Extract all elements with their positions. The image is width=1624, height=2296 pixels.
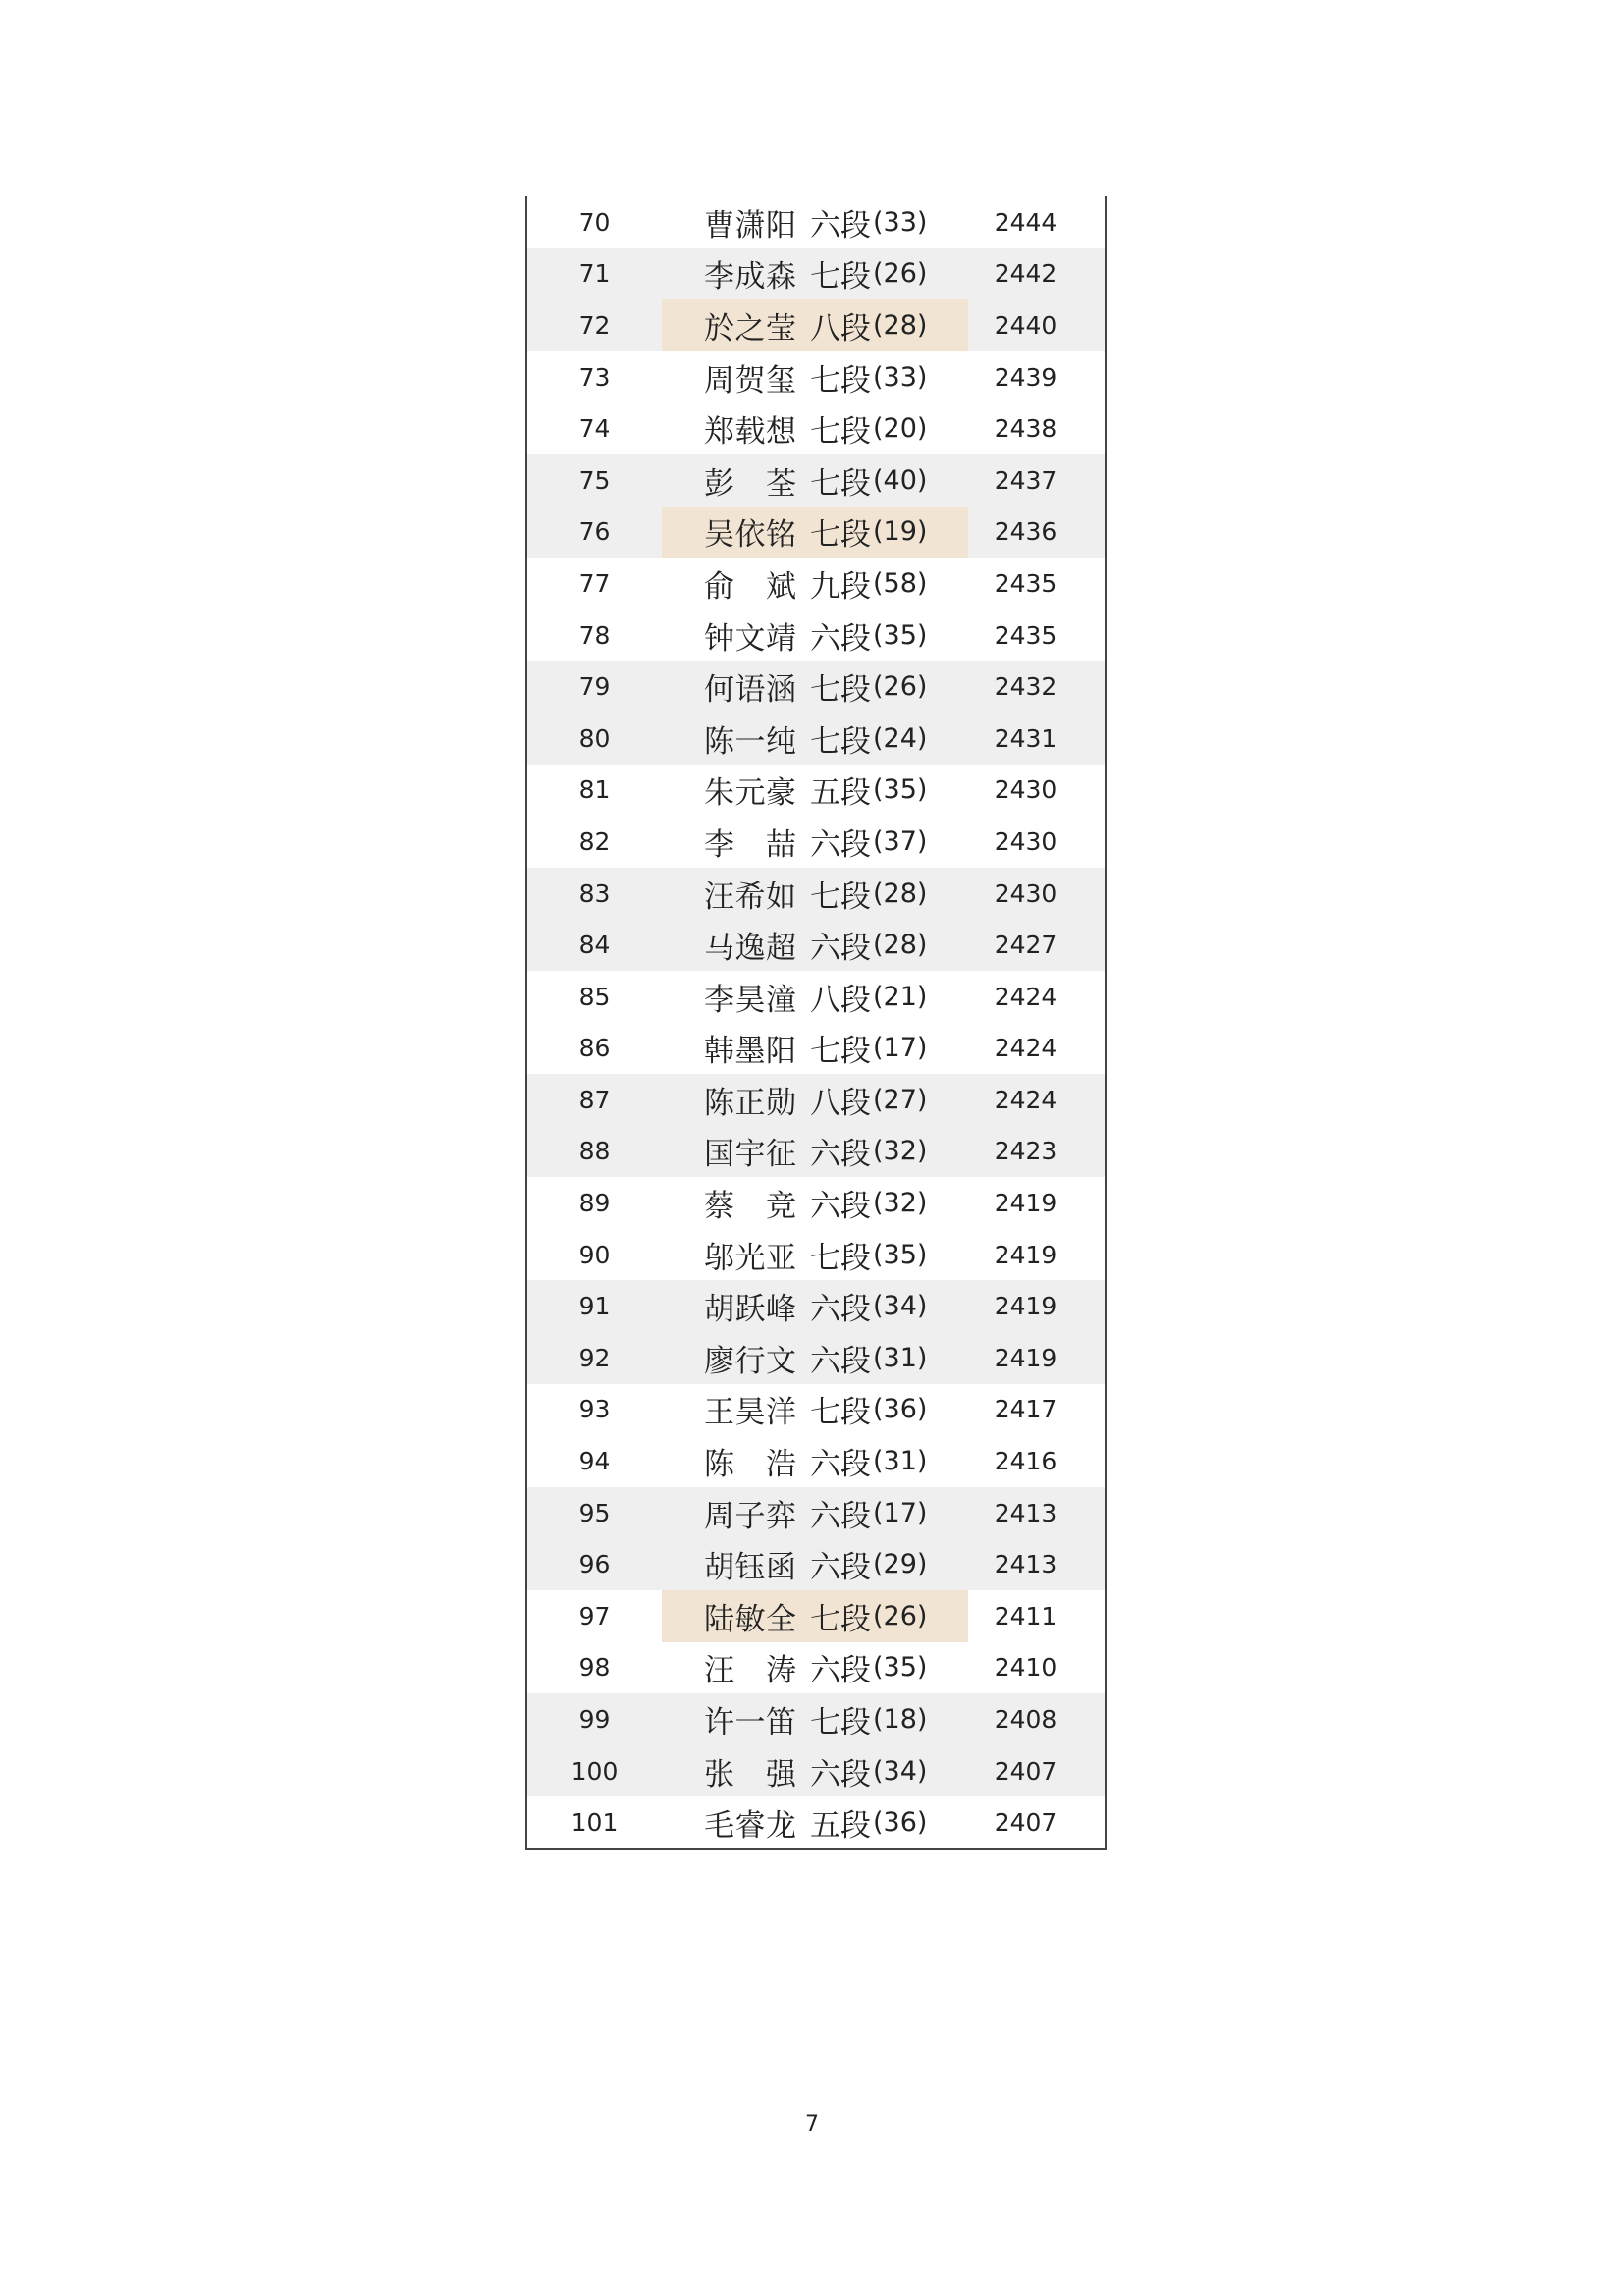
player-name-char: 文: [734, 620, 766, 657]
player-name-char: 文: [766, 1343, 796, 1379]
player-name-char: 昊: [734, 1395, 766, 1431]
player-name-char: 胡: [704, 1550, 734, 1586]
player-name-char: 勋: [766, 1085, 796, 1121]
player-age: (32): [873, 1188, 928, 1219]
player-name-char: 许: [704, 1705, 734, 1741]
rank-cell: 95: [578, 1498, 611, 1527]
player-age: (17): [873, 1497, 928, 1528]
table-row: [527, 1590, 1105, 1642]
rating-cell: 2424: [994, 982, 1057, 1011]
rating-cell: 2419: [994, 1240, 1057, 1269]
player-name: [704, 820, 796, 864]
rating-cell: 2439: [994, 362, 1057, 392]
table-row: [527, 558, 1105, 610]
dan-rank: 六段: [810, 207, 871, 243]
player-age: (27): [873, 1084, 928, 1115]
dan-rank: 九段: [810, 568, 871, 605]
player-age: (24): [873, 722, 928, 754]
table-row: [527, 1487, 1105, 1539]
rank-cell: 90: [578, 1240, 611, 1269]
player-name-char: 靖: [766, 620, 796, 657]
dan-rank: 六段: [810, 1292, 871, 1328]
dan-rank: 七段: [810, 1240, 871, 1276]
player-name: [704, 872, 796, 916]
rank-cell: 78: [578, 620, 611, 650]
player-name: [704, 251, 796, 295]
rating-cell: 2430: [994, 827, 1057, 856]
player-name-char: 国: [704, 1137, 734, 1173]
player-name-char: 浩: [766, 1447, 796, 1483]
rank-cell: 76: [578, 517, 611, 547]
player-name-char: 如: [766, 879, 796, 915]
table-row: [527, 454, 1105, 507]
player-name-char: 李: [704, 259, 734, 295]
player-age: (21): [873, 981, 928, 1012]
player-name-char: 钟: [704, 620, 734, 657]
player-name-char: 涛: [766, 1653, 796, 1689]
player-name: [704, 1284, 796, 1328]
player-name-char: 陈: [704, 1085, 734, 1121]
table-row: [527, 351, 1105, 403]
player-name-char: 笛: [766, 1705, 796, 1741]
rank-cell: 92: [578, 1343, 611, 1372]
player-age: (35): [873, 1652, 928, 1683]
player-name-char: 纯: [766, 723, 796, 760]
player-name: [704, 406, 796, 451]
player-name-char: 潇: [734, 207, 766, 243]
player-age: (34): [873, 1291, 928, 1322]
player-name: [704, 1387, 796, 1431]
player-name: [704, 1026, 796, 1070]
player-age: (26): [873, 258, 928, 290]
rank-cell: 101: [570, 1808, 619, 1838]
player-age: (28): [873, 930, 928, 961]
player-name-char: 韩: [704, 1034, 734, 1070]
rank-cell: 84: [578, 931, 611, 960]
player-name-char: 陈: [704, 723, 734, 760]
player-name-char: 毛: [704, 1808, 734, 1844]
dan-rank: 七段: [810, 723, 871, 760]
rating-cell: 2424: [994, 1034, 1057, 1063]
player-age: (36): [873, 1394, 928, 1425]
player-age: (37): [873, 826, 928, 857]
player-name-char: 之: [734, 310, 766, 347]
rank-cell: 70: [578, 207, 611, 237]
player-name-char: 李: [704, 982, 734, 1018]
player-name-char: 马: [704, 931, 734, 967]
dan-rank: 六段: [810, 1447, 871, 1483]
table-row: [527, 610, 1105, 662]
table-row: [527, 661, 1105, 713]
rank-cell: 82: [578, 827, 611, 856]
rank-cell: 86: [578, 1034, 611, 1063]
rating-cell: 2427: [994, 931, 1057, 960]
player-name-char: 敏: [734, 1601, 766, 1637]
player-name-char: 元: [734, 775, 766, 812]
player-name: [704, 561, 796, 606]
player-name: [704, 1491, 796, 1535]
player-name-char: 弈: [766, 1498, 796, 1534]
player-age: (36): [873, 1807, 928, 1839]
table-row: [527, 1177, 1105, 1229]
player-name-char: 豪: [766, 775, 796, 812]
rank-cell: 91: [578, 1292, 611, 1321]
player-age: (34): [873, 1755, 928, 1787]
player-age: (26): [873, 1600, 928, 1631]
player-age: (33): [873, 206, 928, 238]
player-name-char: 周: [704, 1498, 734, 1534]
player-name-char: 光: [734, 1240, 766, 1276]
rank-cell: 99: [578, 1705, 611, 1735]
player-name-char: 亚: [766, 1240, 796, 1276]
player-age: (18): [873, 1704, 928, 1735]
table-row: [527, 765, 1105, 817]
player-name: [704, 200, 796, 244]
player-name-char: 潼: [766, 982, 796, 1018]
dan-rank: 七段: [810, 672, 871, 709]
rank-cell: 96: [578, 1550, 611, 1579]
table-row: [527, 1332, 1105, 1384]
player-name: [704, 1594, 796, 1638]
rating-cell: 2411: [994, 1601, 1057, 1630]
player-name-char: 玺: [766, 362, 796, 399]
player-age: (58): [873, 567, 928, 599]
dan-rank: 七段: [810, 1601, 871, 1637]
player-name-char: 正: [734, 1085, 766, 1121]
player-name-char: 彭: [704, 465, 734, 502]
rank-cell: 83: [578, 879, 611, 908]
rank-cell: 85: [578, 982, 611, 1011]
player-name-char: 郑: [704, 414, 734, 451]
table-row: [527, 196, 1105, 248]
dan-rank: 六段: [810, 1343, 871, 1379]
player-name-char: 钰: [734, 1550, 766, 1586]
player-name: [704, 717, 796, 761]
rank-cell: 97: [578, 1601, 611, 1630]
player-name-char: 何: [704, 672, 734, 709]
player-name-char: 汪: [704, 879, 734, 915]
rank-cell: 98: [578, 1653, 611, 1682]
player-age: (28): [873, 309, 928, 341]
player-name-char: 喆: [766, 827, 796, 863]
player-name-char: 想: [766, 414, 796, 451]
table-row: [527, 1280, 1105, 1332]
dan-rank: 八段: [810, 1085, 871, 1121]
player-name: [704, 303, 796, 347]
rating-cell: 2410: [994, 1653, 1057, 1682]
player-name-char: 成: [734, 259, 766, 295]
player-name: [704, 614, 796, 658]
dan-rank: 七段: [810, 465, 871, 502]
dan-rank: 六段: [810, 1653, 871, 1689]
table-row: [527, 816, 1105, 868]
player-age: (40): [873, 464, 928, 496]
player-age: (35): [873, 1239, 928, 1270]
table-row: [527, 507, 1105, 559]
rank-cell: 100: [570, 1756, 619, 1786]
dan-rank: 七段: [810, 517, 871, 554]
player-name-char: 王: [704, 1395, 734, 1431]
player-name-char: 逸: [734, 931, 766, 967]
player-name-char: 蔡: [704, 1189, 734, 1225]
rank-cell: 73: [578, 362, 611, 392]
player-name: [704, 1439, 796, 1483]
player-name-char: 张: [704, 1756, 734, 1792]
dan-rank: 六段: [810, 620, 871, 657]
dan-rank: 五段: [810, 1808, 871, 1844]
table-row: [527, 868, 1105, 920]
rating-cell: 2417: [994, 1395, 1057, 1424]
table-row: [527, 713, 1105, 765]
player-name: [704, 1542, 796, 1586]
player-name-char: 贺: [734, 362, 766, 399]
player-name: [704, 768, 796, 812]
rating-cell: 2407: [994, 1756, 1057, 1786]
player-name: [704, 355, 796, 400]
player-name-char: 周: [704, 362, 734, 399]
player-name-char: 行: [734, 1343, 766, 1379]
table-row: [527, 1435, 1105, 1487]
rating-cell: 2442: [994, 259, 1057, 289]
player-name-char: 龙: [766, 1808, 796, 1844]
dan-rank: 五段: [810, 775, 871, 812]
dan-rank: 八段: [810, 982, 871, 1018]
player-age: (31): [873, 1342, 928, 1373]
player-name-char: 语: [734, 672, 766, 709]
player-name-char: 俞: [704, 568, 734, 605]
rank-cell: 88: [578, 1137, 611, 1166]
player-name-char: 一: [734, 1705, 766, 1741]
player-name-char: 吴: [704, 517, 734, 554]
player-name-char: 竞: [766, 1189, 796, 1225]
player-name-char: 峰: [766, 1292, 796, 1328]
player-name-char: 载: [734, 414, 766, 451]
player-age: (32): [873, 1136, 928, 1167]
player-name: [704, 1697, 796, 1741]
player-name-char: 阳: [766, 1034, 796, 1070]
player-name: [704, 1749, 796, 1793]
dan-rank: 六段: [810, 931, 871, 967]
player-name-char: 昊: [734, 982, 766, 1018]
rating-cell: 2419: [994, 1292, 1057, 1321]
table-row: [527, 919, 1105, 971]
player-name-char: 宇: [734, 1137, 766, 1173]
table-row: [527, 1745, 1105, 1797]
dan-rank: 六段: [810, 1189, 871, 1225]
player-name-char: 汪: [704, 1653, 734, 1689]
player-name-char: 墨: [734, 1034, 766, 1070]
player-name-char: 函: [766, 1550, 796, 1586]
rating-cell: 2431: [994, 723, 1057, 753]
table-row: [527, 1126, 1105, 1178]
player-name: [704, 923, 796, 967]
table-row: [527, 1642, 1105, 1694]
rating-cell: 2419: [994, 1343, 1057, 1372]
rank-cell: 93: [578, 1395, 611, 1424]
player-name-char: 全: [766, 1601, 796, 1637]
player-name-char: 陈: [704, 1447, 734, 1483]
player-name-char: 超: [766, 931, 796, 967]
player-name-char: 胡: [704, 1292, 734, 1328]
table-row: [527, 1074, 1105, 1126]
player-name-char: 於: [704, 310, 734, 347]
player-name: [704, 1181, 796, 1225]
rank-cell: 81: [578, 775, 611, 805]
rating-cell: 2430: [994, 879, 1057, 908]
player-age: (20): [873, 413, 928, 445]
player-name-char: 荃: [766, 465, 796, 502]
table-row: [527, 299, 1105, 351]
player-name-char: 强: [766, 1756, 796, 1792]
table-row: [527, 1384, 1105, 1436]
table-row: [527, 1023, 1105, 1075]
rating-cell: 2438: [994, 414, 1057, 444]
player-name-char: 一: [734, 723, 766, 760]
rating-cell: 2413: [994, 1498, 1057, 1527]
player-name: [704, 1233, 796, 1277]
player-name-char: 希: [734, 879, 766, 915]
player-name-char: 睿: [734, 1808, 766, 1844]
player-name: [704, 1129, 796, 1173]
player-name-char: 跃: [734, 1292, 766, 1328]
rank-cell: 71: [578, 259, 611, 289]
dan-rank: 七段: [810, 1705, 871, 1741]
dan-rank: 八段: [810, 310, 871, 347]
rating-cell: 2432: [994, 672, 1057, 702]
rank-cell: 74: [578, 414, 611, 444]
rating-cell: 2408: [994, 1705, 1057, 1735]
dan-rank: 六段: [810, 1550, 871, 1586]
rating-cell: 2437: [994, 465, 1057, 495]
player-age: (31): [873, 1446, 928, 1477]
dan-rank: 七段: [810, 362, 871, 399]
player-name-char: 邬: [704, 1240, 734, 1276]
player-name-char: 朱: [704, 775, 734, 812]
dan-rank: 六段: [810, 1756, 871, 1792]
rating-cell: 2444: [994, 207, 1057, 237]
player-name: [704, 1645, 796, 1689]
rank-cell: 79: [578, 672, 611, 702]
rating-cell: 2419: [994, 1189, 1057, 1218]
rank-cell: 72: [578, 310, 611, 340]
dan-rank: 六段: [810, 827, 871, 863]
player-name-char: 李: [704, 827, 734, 863]
rating-cell: 2416: [994, 1447, 1057, 1476]
player-name-char: 陆: [704, 1601, 734, 1637]
dan-rank: 六段: [810, 1137, 871, 1173]
dan-rank: 七段: [810, 1395, 871, 1431]
player-age: (35): [873, 774, 928, 806]
rank-cell: 75: [578, 465, 611, 495]
player-name-char: 征: [766, 1137, 796, 1173]
player-name: [704, 665, 796, 709]
dan-rank: 七段: [810, 879, 871, 915]
table-row: [527, 971, 1105, 1023]
rating-cell: 2407: [994, 1808, 1057, 1838]
rank-cell: 77: [578, 568, 611, 598]
rating-cell: 2424: [994, 1085, 1057, 1114]
table-row: [527, 1796, 1105, 1848]
player-age: (19): [873, 516, 928, 548]
player-name-char: 莹: [766, 310, 796, 347]
player-name: [704, 1336, 796, 1380]
player-name-char: 洋: [766, 1395, 796, 1431]
dan-rank: 七段: [810, 414, 871, 451]
player-name-char: 依: [734, 517, 766, 554]
player-name-char: 子: [734, 1498, 766, 1534]
player-name: [704, 458, 796, 503]
player-name: [704, 975, 796, 1019]
player-age: (29): [873, 1549, 928, 1580]
rank-cell: 94: [578, 1447, 611, 1476]
dan-rank: 六段: [810, 1498, 871, 1534]
player-name-char: 铭: [766, 517, 796, 554]
player-age: (17): [873, 1033, 928, 1064]
table-row: [527, 248, 1105, 300]
page-number: 7: [805, 2112, 819, 2137]
table-row: [527, 1693, 1105, 1745]
table-row: [527, 1538, 1105, 1590]
table-row: [527, 1229, 1105, 1281]
rating-cell: 2423: [994, 1137, 1057, 1166]
rating-cell: 2435: [994, 568, 1057, 598]
player-name-char: 曹: [704, 207, 734, 243]
player-age: (28): [873, 878, 928, 909]
rating-cell: 2435: [994, 620, 1057, 650]
rating-cell: 2413: [994, 1550, 1057, 1579]
player-name: [704, 1078, 796, 1122]
player-name: [704, 509, 796, 554]
player-name-char: 阳: [766, 207, 796, 243]
ranking-table: [525, 196, 1107, 1850]
dan-rank: 七段: [810, 1034, 871, 1070]
player-name-char: 涵: [766, 672, 796, 709]
player-age: (35): [873, 619, 928, 651]
rating-cell: 2430: [994, 775, 1057, 805]
player-name-char: 斌: [766, 568, 796, 605]
player-name: [704, 1800, 796, 1844]
player-age: (26): [873, 671, 928, 703]
rating-cell: 2440: [994, 310, 1057, 340]
player-age: (33): [873, 361, 928, 393]
player-name-char: 廖: [704, 1343, 734, 1379]
dan-rank: 七段: [810, 259, 871, 295]
rank-cell: 89: [578, 1189, 611, 1218]
rating-cell: 2436: [994, 517, 1057, 547]
player-name-char: 森: [766, 259, 796, 295]
table-row: [527, 402, 1105, 454]
rank-cell: 80: [578, 723, 611, 753]
rank-cell: 87: [578, 1085, 611, 1114]
